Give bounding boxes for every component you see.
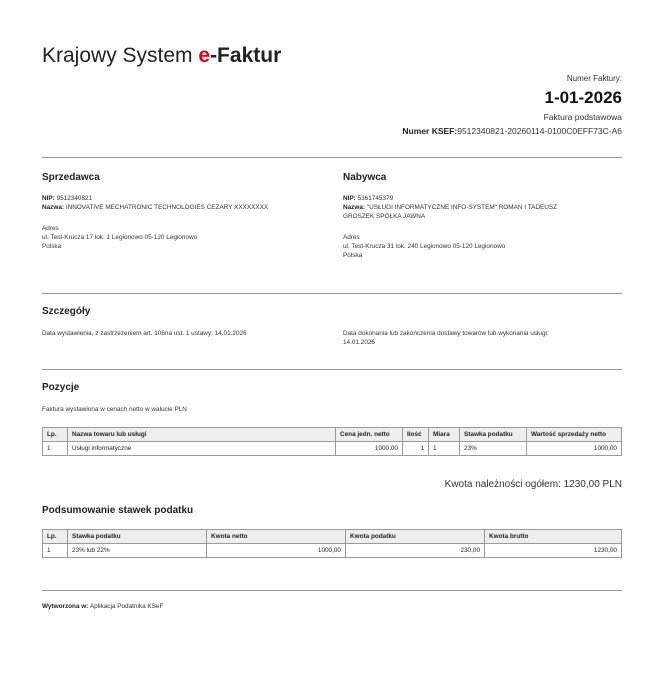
cell-value: 1000,00 [527,442,622,456]
positions-table [42,427,622,456]
buyer-name: Nazwa: "USŁUGI INFORMATYCZNE INFO-SYSTEM" ROMAN I TADEUSZ [343,204,558,211]
app-title [42,44,281,68]
positions-title: Pozycje [42,382,80,393]
buyer-title: Nabywca [343,172,387,183]
total-label: Kwota należności ogółem: [444,479,561,490]
seller-title: Sprzedawca [42,172,100,183]
cell-rate: 23% lub 22% [68,544,207,558]
cell-rate: 23% [460,442,527,456]
brand-prefix: Krajowy System [42,44,199,67]
issue-date: 14.01.2026 [214,330,247,337]
details-title: Szczegóły [42,306,91,317]
cell-tax: 230,00 [346,544,485,558]
table-row [43,544,622,558]
table-row [43,442,622,456]
footer-value: Aplikacja Podatnika KSeF [89,603,164,610]
buyer-country: Polska [343,252,363,259]
seller-block [42,194,327,251]
col-net: Kwota netto [207,530,346,544]
buyer-block [343,194,623,260]
invoice-number-label: Numer Faktury: [566,74,622,83]
col-name: Nazwa towaru lub usługi [68,428,336,442]
cell-gross: 1230,00 [485,544,622,558]
footer-label: Wytworzona w: [42,603,89,610]
seller-country: Polska [42,243,62,250]
brand-suffix: -Faktur [210,44,282,67]
buyer-name-cont: GROSZEK SPÓŁKA JAWNA [343,213,426,220]
col-rate: Stawka podatku [68,530,207,544]
divider [42,369,622,370]
divider [42,157,622,158]
col-value: Wartość sprzedaży netto [527,428,622,442]
col-gross: Kwota brutto [485,530,622,544]
col-rate: Stawka podatku [460,428,527,442]
seller-address-label: Adres [42,225,59,232]
buyer-address: ul. Test-Krucza 31 lok. 240 Legionowo 05-120 Legionowo [343,243,506,250]
cell-name: Usługi informatyczne [68,442,336,456]
total-value: 1230,00 PLN [563,479,622,490]
col-unit: Miara [429,428,460,442]
cell-price: 1000,00 [336,442,403,456]
seller-name: Nazwa: INNOVATIVE MECHATRONIC TECHNOLOGIES CEZARY XXXXXXXX [42,204,269,211]
ksef-number [402,126,622,136]
table-header-row [43,530,622,544]
col-lp: Lp. [43,428,68,442]
seller-nip: NIP: 9512340821 [42,195,93,202]
divider [42,293,622,294]
col-price: Cena jedn. netto [336,428,403,442]
currency-note: Faktura wystawiona w cenach netto w walucie PLN [42,406,187,413]
delivery-date-block: Data dokonania lub zakończenia dostawy towarów lub wykonania usługi: 14.01.2026 [343,329,623,347]
invoice-kind: Faktura podstawowa [543,112,622,122]
footer [42,602,163,611]
buyer-nip: NIP: 5361745379 [343,195,394,202]
col-qty: Ilość [403,428,429,442]
summary-title: Podsumowanie stawek podatku [42,505,194,516]
cell-qty: 1 [403,442,429,456]
delivery-date: 14.01.2026 [343,339,375,346]
col-tax: Kwota podatku [346,530,485,544]
cell-lp: 1 [43,544,68,558]
buyer-address-label: Adres [343,234,360,241]
col-lp: Lp. [43,530,68,544]
cell-net: 1000,00 [207,544,346,558]
issue-date-line: Data wystawienia, z zastrzeżeniem art. 106na ust. 1 ustawy: 14.01.2026 [42,330,247,337]
table-header-row [43,428,622,442]
invoice-number: 1-01-2026 [544,88,622,107]
ksef-label: Numer KSEF: [402,126,458,136]
seller-address: ul. Test-Krucza 17 lok. 1 Legionowo 05-120 Legionowo [42,234,198,241]
ksef-value: 9512340821-20260114-0100C0EFF73C-A6 [457,126,622,136]
cell-unit: 1 [429,442,460,456]
total-due [445,479,622,490]
cell-lp: 1 [43,442,68,456]
brand-e: e [198,44,211,67]
divider [42,590,622,591]
summary-table [42,529,622,558]
